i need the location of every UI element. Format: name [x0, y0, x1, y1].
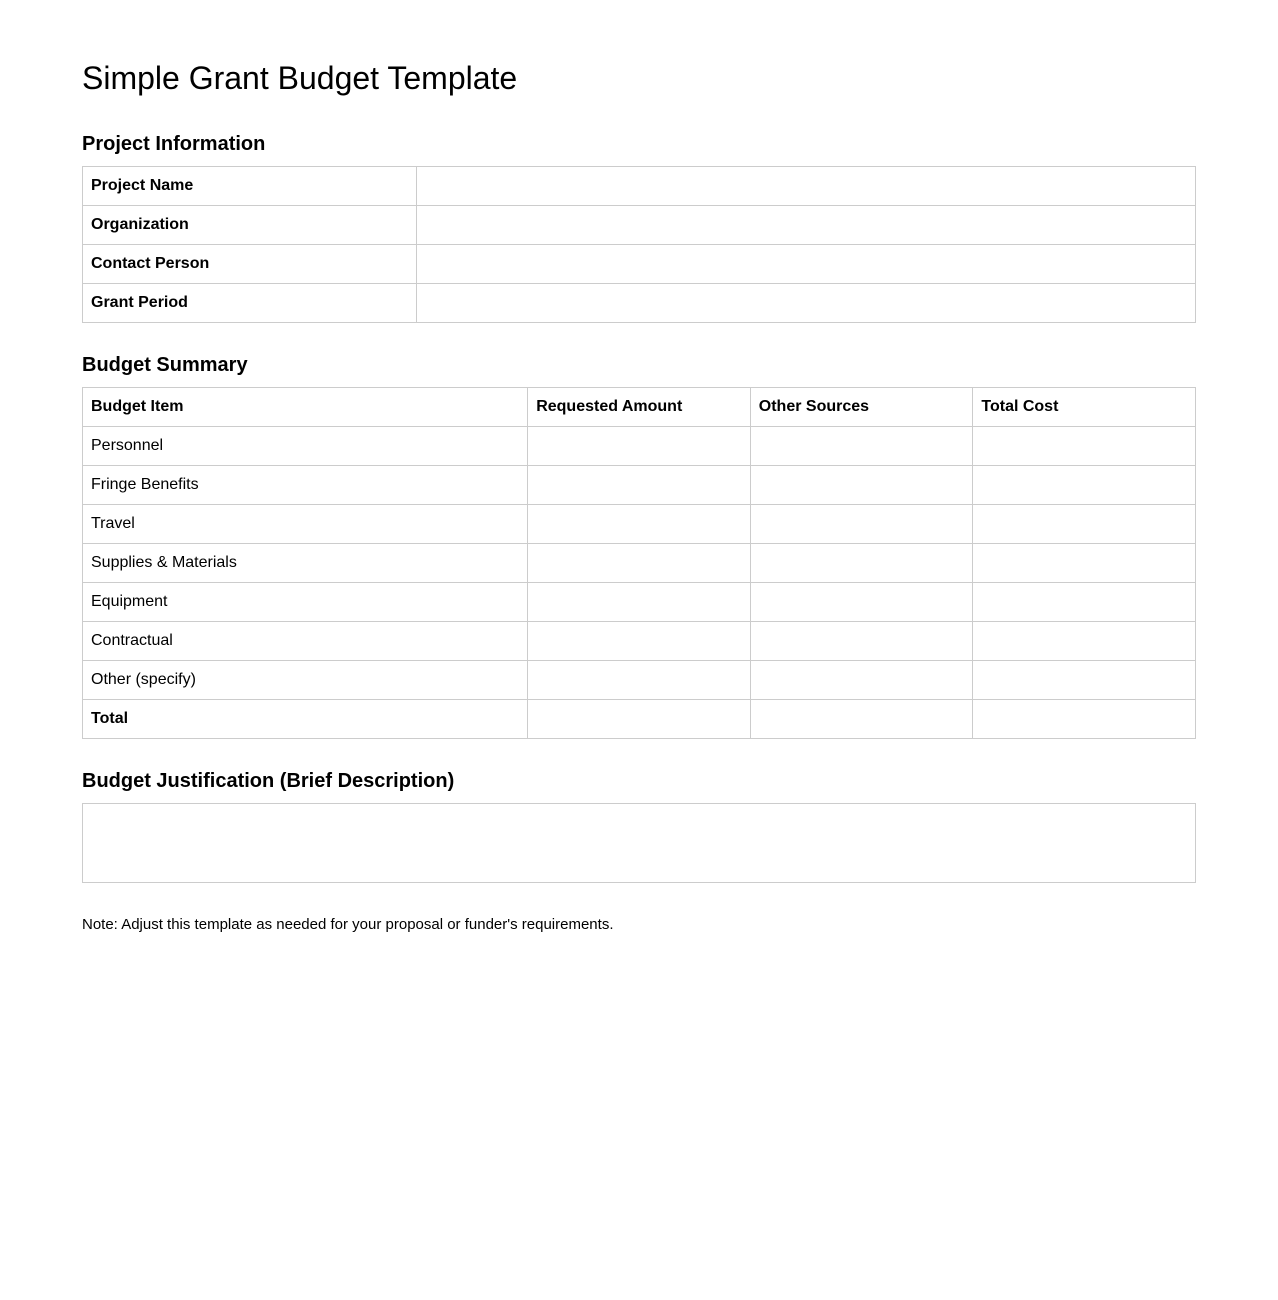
- organization-value[interactable]: [417, 206, 1196, 245]
- budget-item-cell: Equipment: [83, 583, 528, 622]
- other-sources-cell[interactable]: [750, 466, 973, 505]
- total-other-sources-cell[interactable]: [750, 700, 973, 739]
- table-row: [83, 505, 1196, 544]
- table-row: [83, 661, 1196, 700]
- budget-item-cell: Travel: [83, 505, 528, 544]
- other-sources-cell[interactable]: [750, 583, 973, 622]
- budget-summary-heading: Budget Summary: [82, 354, 248, 376]
- project-name-value[interactable]: [417, 167, 1196, 206]
- total-row: [83, 700, 1196, 739]
- total-cost-cell[interactable]: [973, 466, 1196, 505]
- project-information-heading: Project Information: [82, 133, 266, 155]
- table-header-row: [83, 388, 1196, 427]
- project-information-table: [82, 166, 1196, 323]
- total-cost-cell[interactable]: [973, 427, 1196, 466]
- total-cost-cell[interactable]: [973, 544, 1196, 583]
- budget-item-cell: Personnel: [83, 427, 528, 466]
- budget-item-cell: Fringe Benefits: [83, 466, 528, 505]
- other-sources-cell[interactable]: [750, 661, 973, 700]
- total-cost-cell[interactable]: [973, 583, 1196, 622]
- total-cost-cell[interactable]: [973, 505, 1196, 544]
- other-sources-cell[interactable]: [750, 544, 973, 583]
- table-row: [83, 622, 1196, 661]
- contact-person-label: Contact Person: [83, 245, 417, 284]
- column-header-total-cost: Total Cost: [973, 388, 1196, 427]
- table-row: [83, 466, 1196, 505]
- column-header-budget-item: Budget Item: [83, 388, 528, 427]
- table-row: [83, 284, 1196, 323]
- project-name-label: Project Name: [83, 167, 417, 206]
- footnote: Note: Adjust this template as needed for your proposal or funder's requirements.: [82, 916, 614, 933]
- requested-amount-cell[interactable]: [528, 622, 751, 661]
- other-sources-cell[interactable]: [750, 505, 973, 544]
- other-sources-cell[interactable]: [750, 622, 973, 661]
- page-title: Simple Grant Budget Template: [82, 60, 518, 96]
- budget-item-cell: Supplies & Materials: [83, 544, 528, 583]
- budget-item-cell: Contractual: [83, 622, 528, 661]
- table-row: [83, 167, 1196, 206]
- grant-period-label: Grant Period: [83, 284, 417, 323]
- table-row: [83, 245, 1196, 284]
- organization-label: Organization: [83, 206, 417, 245]
- requested-amount-cell[interactable]: [528, 583, 751, 622]
- other-sources-cell[interactable]: [750, 427, 973, 466]
- grant-period-value[interactable]: [417, 284, 1196, 323]
- budget-item-cell: Other (specify): [83, 661, 528, 700]
- table-row: [83, 583, 1196, 622]
- total-cost-cell[interactable]: [973, 622, 1196, 661]
- requested-amount-cell[interactable]: [528, 505, 751, 544]
- budget-justification-heading: Budget Justification (Brief Description): [82, 770, 455, 792]
- total-label: Total: [83, 700, 528, 739]
- requested-amount-cell[interactable]: [528, 661, 751, 700]
- budget-justification-box[interactable]: [82, 803, 1196, 883]
- table-row: [83, 544, 1196, 583]
- grand-total-cost-cell[interactable]: [973, 700, 1196, 739]
- budget-summary-table: [82, 387, 1196, 739]
- contact-person-value[interactable]: [417, 245, 1196, 284]
- requested-amount-cell[interactable]: [528, 466, 751, 505]
- column-header-other-sources: Other Sources: [750, 388, 973, 427]
- total-requested-amount-cell[interactable]: [528, 700, 751, 739]
- requested-amount-cell[interactable]: [528, 427, 751, 466]
- requested-amount-cell[interactable]: [528, 544, 751, 583]
- table-row: [83, 427, 1196, 466]
- table-row: [83, 206, 1196, 245]
- column-header-requested-amount: Requested Amount: [528, 388, 751, 427]
- total-cost-cell[interactable]: [973, 661, 1196, 700]
